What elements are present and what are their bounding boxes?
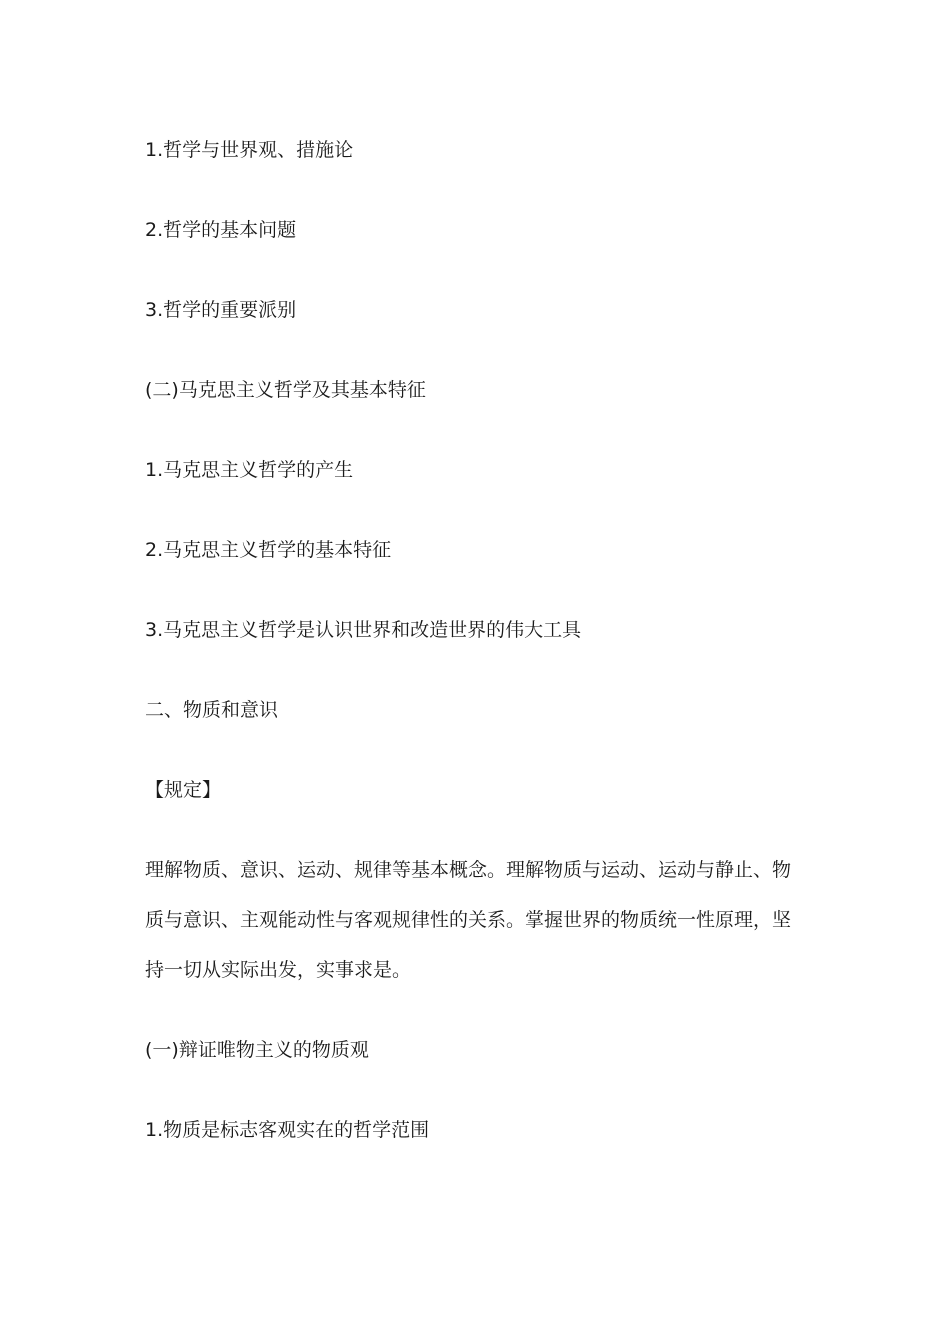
chapter-heading: 二、物质和意识 — [145, 699, 279, 721]
outline-item: 3.哲学的重要派别 — [145, 299, 297, 321]
paragraph-line: 质与意识、主观能动性与客观规律性的关系。掌握世界的物质统一性原理，坚 — [145, 909, 792, 931]
paragraph-line: 持一切从实际出发，实事求是。 — [145, 959, 412, 981]
requirement-label: 【规定】 — [145, 779, 222, 801]
section-heading: (二)马克思主义哲学及其基本特征 — [145, 379, 426, 401]
section-heading: (一)辩证唯物主义的物质观 — [145, 1039, 369, 1061]
outline-item: 2.哲学的基本问题 — [145, 219, 297, 241]
requirement-paragraph — [145, 845, 805, 995]
outline-item: 1.哲学与世界观、措施论 — [145, 139, 354, 161]
paragraph-line: 理解物质、意识、运动、规律等基本概念。理解物质与运动、运动与静止、物 — [145, 859, 792, 881]
outline-item: 1.物质是标志客观实在的哲学范围 — [145, 1119, 430, 1141]
outline-item: 2.马克思主义哲学的基本特征 — [145, 539, 392, 561]
outline-item: 1.马克思主义哲学的产生 — [145, 459, 354, 481]
outline-item: 3.马克思主义哲学是认识世界和改造世界的伟大工具 — [145, 619, 582, 641]
